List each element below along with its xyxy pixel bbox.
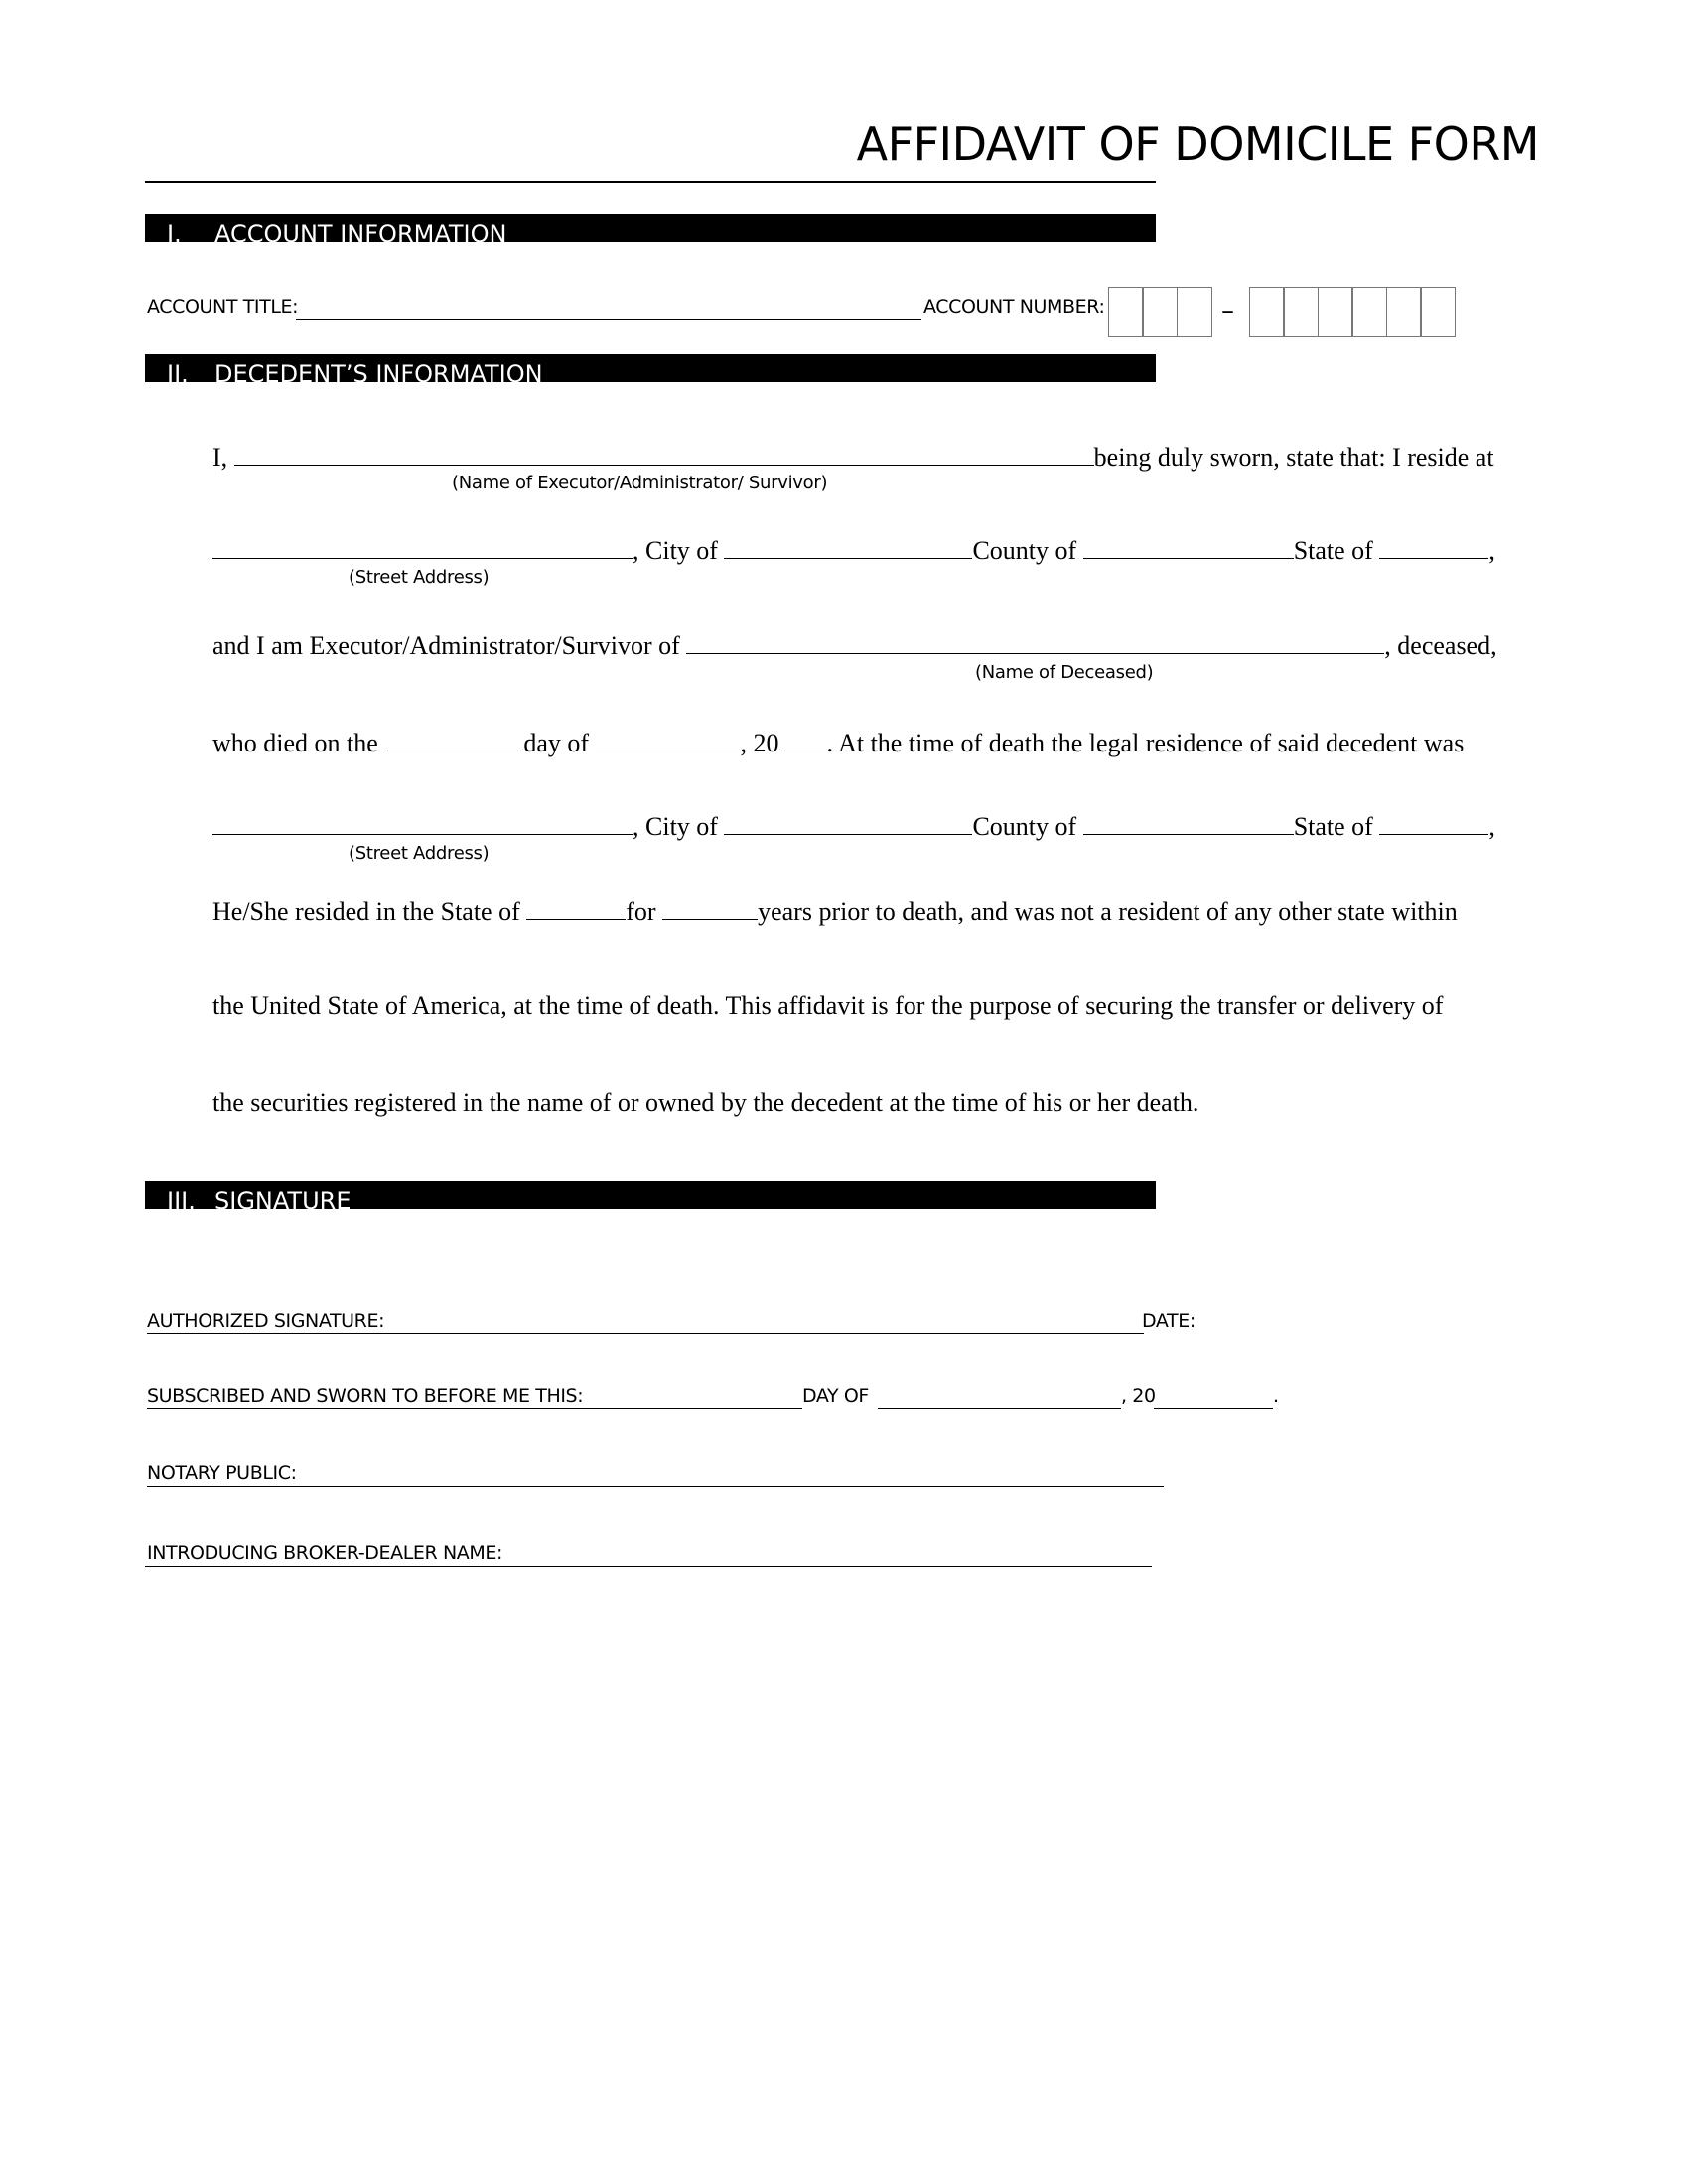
text-who-died-on-the: who died on the	[212, 729, 378, 757]
account-title-field[interactable]	[296, 319, 921, 320]
notary-public-field[interactable]	[147, 1486, 1164, 1487]
date-label: DATE:	[1142, 1310, 1196, 1332]
section-number: III.	[167, 1187, 196, 1209]
account-number-digit-box[interactable]	[1283, 287, 1319, 337]
text-deceased: , deceased,	[1384, 631, 1497, 660]
section-label: ACCOUNT INFORMATION	[214, 220, 507, 242]
account-number-digit-box[interactable]	[1177, 287, 1212, 337]
account-number-digit-box[interactable]	[1318, 287, 1353, 337]
account-number-dash: –	[1221, 296, 1234, 326]
notary-public-label: NOTARY PUBLIC:	[147, 1462, 297, 1484]
death-day-field[interactable]	[384, 729, 523, 751]
sworn-month-field[interactable]	[878, 1408, 1121, 1409]
broker-dealer-field[interactable]	[145, 1566, 1152, 1567]
caption-executor-name: (Name of Executor/Administrator/ Survivor)	[452, 473, 828, 493]
decedent-county-field[interactable]	[1083, 812, 1294, 835]
section-header-signature	[145, 1181, 1156, 1209]
executor-city-field[interactable]	[724, 536, 972, 559]
section-label: SIGNATURE	[214, 1187, 352, 1209]
account-title-label: ACCOUNT TITLE:	[147, 296, 299, 318]
section-number: I.	[167, 220, 182, 242]
residence-state-field[interactable]	[526, 897, 626, 920]
section-number: II.	[167, 360, 189, 382]
text-city-of: , City of	[633, 536, 718, 565]
section-label: DECEDENT’S INFORMATION	[214, 360, 543, 382]
executor-state-field[interactable]	[1379, 536, 1488, 559]
decedent-city-field[interactable]	[724, 812, 972, 835]
residence-duration-line	[212, 897, 1458, 927]
account-number-label: ACCOUNT NUMBER:	[923, 296, 1105, 318]
account-number-digit-box[interactable]	[1386, 287, 1422, 337]
account-number-digit-box[interactable]	[1420, 287, 1456, 337]
period-text: .	[1273, 1385, 1279, 1407]
title-rule	[145, 181, 1156, 183]
executor-street-field[interactable]	[212, 536, 633, 559]
residence-years-field[interactable]	[662, 897, 758, 920]
text-state-of: State of	[1293, 536, 1373, 565]
text-years-prior: years prior to death, and was not a resident of any other state within	[758, 897, 1458, 926]
page-title: AFFIDAVIT OF DOMICILE FORM	[856, 117, 1539, 171]
account-number-digit-box[interactable]	[1142, 287, 1178, 337]
caption-name-of-deceased: (Name of Deceased)	[975, 662, 1154, 683]
sworn-year-field[interactable]	[1154, 1408, 1273, 1409]
securities-statement-line: the securities registered in the name of or owned by the decedent at the time of his or her death.	[212, 1088, 1199, 1117]
death-month-field[interactable]	[596, 729, 741, 751]
account-number-digit-box[interactable]	[1108, 287, 1144, 337]
text-i: I,	[212, 443, 228, 472]
account-number-prefix-boxes[interactable]	[1109, 287, 1212, 337]
authorized-signature-label: AUTHORIZED SIGNATURE:	[147, 1310, 385, 1332]
authorized-signature-field[interactable]	[147, 1333, 1144, 1334]
account-number-digit-box[interactable]	[1249, 287, 1285, 337]
decedent-address-line	[212, 812, 1495, 842]
caption-street-address: (Street Address)	[349, 567, 490, 588]
section-header-account-information	[145, 214, 1156, 242]
executor-statement-line	[212, 443, 1494, 473]
account-number-suffix-boxes[interactable]	[1250, 287, 1456, 337]
text-day-of: day of	[523, 729, 590, 757]
date-of-death-line	[212, 729, 1464, 758]
account-number-digit-box[interactable]	[1351, 287, 1387, 337]
text-resided-in-state-of: He/She resided in the State of	[212, 897, 520, 926]
deceased-name-field[interactable]	[686, 631, 1384, 654]
text-city-of: , City of	[633, 812, 718, 841]
text-county-of: County of	[972, 812, 1077, 841]
text-being-duly-sworn: being duly sworn, state that: I reside at	[1093, 443, 1494, 472]
executor-name-field[interactable]	[234, 443, 1094, 466]
text-for: for	[626, 897, 656, 926]
text-executor-of: and I am Executor/Administrator/Survivor of	[212, 631, 680, 660]
text-year-prefix: , 20	[740, 729, 779, 757]
decedent-street-field[interactable]	[212, 812, 633, 835]
decedent-state-field[interactable]	[1379, 812, 1488, 835]
text-state-of: State of	[1293, 812, 1373, 841]
broker-dealer-label: INTRODUCING BROKER-DEALER NAME:	[147, 1542, 502, 1564]
purpose-statement-line: the United State of America, at the time of death. This affidavit is for the purpose of securing the transfer or delivery of	[212, 991, 1444, 1020]
section-header-decedent-information	[145, 354, 1156, 382]
executor-address-line	[212, 536, 1495, 566]
text-legal-residence: . At the time of death the legal residence of said decedent was	[826, 729, 1465, 757]
caption-street-address: (Street Address)	[349, 843, 490, 864]
year-prefix-label: , 20	[1121, 1385, 1156, 1407]
death-year-field[interactable]	[779, 729, 827, 751]
deceased-name-line	[212, 631, 1497, 661]
text-county-of: County of	[972, 536, 1077, 565]
sworn-day-field[interactable]	[147, 1408, 802, 1409]
subscribed-sworn-label: SUBSCRIBED AND SWORN TO BEFORE ME THIS:	[147, 1385, 584, 1407]
text-comma: ,	[1488, 812, 1495, 841]
day-of-label: DAY OF	[802, 1385, 869, 1407]
executor-county-field[interactable]	[1083, 536, 1294, 559]
text-comma: ,	[1488, 536, 1495, 565]
